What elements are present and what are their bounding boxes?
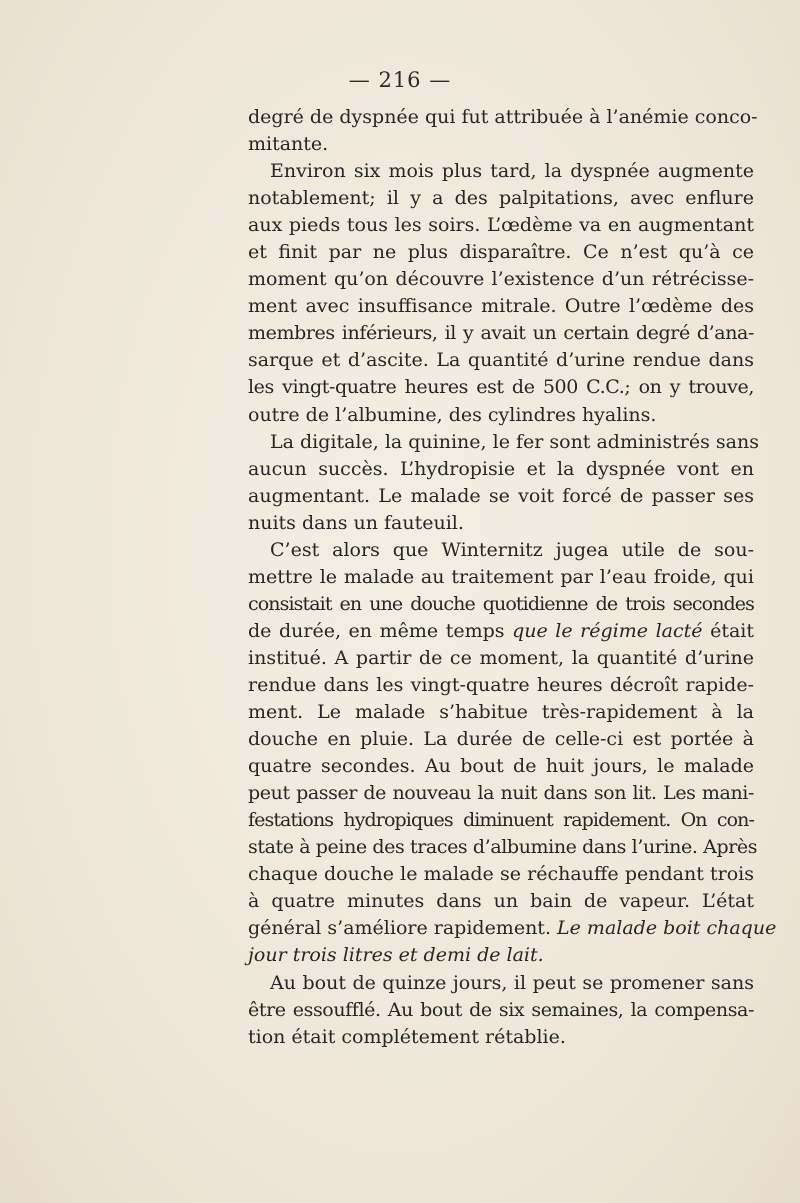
text-line: nuits dans un fauteuil. [248, 511, 464, 534]
text-fragment: était [710, 619, 754, 642]
text-line: notablement; il y a des palpitations, avec enflure [248, 187, 754, 210]
text-line: aux pieds tous les soirs. L’œdème va en augmentant [248, 214, 754, 237]
text-line: festations hydropiques diminuent rapidement. On con- [248, 809, 754, 832]
text-line: augmentant. Le malade se voit forcé de passer ses [248, 484, 754, 507]
text-line: state à peine des traces d’albumine dans l’urine. Après [248, 836, 758, 859]
text-line: degré de dyspnée qui fut attribuée à l’anémie conco- [248, 106, 758, 128]
text-line: à quatre minutes dans un bain de vapeur. L’état [248, 890, 754, 913]
text-line: mettre le malade au traitement par l’eau froide, qui [248, 565, 754, 588]
text-line: chaque douche le malade se réchauffe pendant trois [248, 863, 754, 886]
text-line: et finit par ne plus disparaître. Ce n’est qu’à ce [248, 241, 754, 264]
text-line-mixed [248, 618, 754, 645]
text-line: Au bout de quinze jours, il peut se promener sans [270, 971, 754, 994]
text-line: rendue dans les vingt-quatre heures décroît rapide- [248, 673, 754, 696]
text-line: ment. Le malade s’habitue très-rapidement à la [248, 701, 754, 724]
text-line-mixed [248, 915, 777, 942]
text-fragment: général s’améliore rapidement. [248, 917, 551, 940]
text-line: aucun succès. L’hydropisie et la dyspnée vont en [248, 457, 754, 480]
page-number: — 216 — [348, 68, 452, 92]
text-line: quatre secondes. Au bout de huit jours, le malade [248, 755, 754, 778]
italic-fragment: Le malade boit chaque [557, 917, 777, 940]
text-line: mitante. [248, 133, 329, 156]
text-line: outre de l’albumine, des cylindres hyalins. [248, 403, 657, 426]
italic-fragment: jour trois litres et demi de lait. [248, 944, 544, 967]
body-text [248, 104, 777, 1051]
text-line: consistait en une douche quotidienne de trois secondes [248, 592, 754, 615]
text-line: douche en pluie. La durée de celle-ci est portée à [248, 728, 754, 751]
text-fragment: de durée, en même temps [248, 619, 505, 642]
text-line: tion était complétement rétablie. [248, 1025, 566, 1048]
italic-fragment: que le régime lacté [512, 619, 703, 642]
text-line: Environ six mois plus tard, la dyspnée augmente [270, 160, 754, 183]
text-line: être essoufflé. Au bout de six semaines, la compensa- [248, 998, 754, 1021]
text-line: les vingt-quatre heures est de 500 C.C.; on y trouve, [248, 376, 754, 399]
text-line: institué. A partir de ce moment, la quantité d’urine [248, 646, 754, 669]
text-line: membres inférieurs, il y avait un certain degré d’ana- [248, 322, 754, 345]
text-line: ment avec insuffisance mitrale. Outre l’œdème des [248, 295, 754, 318]
text-line: peut passer de nouveau la nuit dans son lit. Les mani- [248, 782, 754, 805]
text-line: C’est alors que Winternitz jugea utile de sou- [270, 538, 754, 561]
text-line-italic [248, 942, 754, 969]
text-line: sarque et d’ascite. La quantité d’urine rendue dans [248, 349, 754, 372]
text-line: La digitale, la quinine, le fer sont administrés sans [270, 430, 759, 453]
text-line: moment qu’on découvre l’existence d’un rétrécisse- [248, 268, 754, 291]
